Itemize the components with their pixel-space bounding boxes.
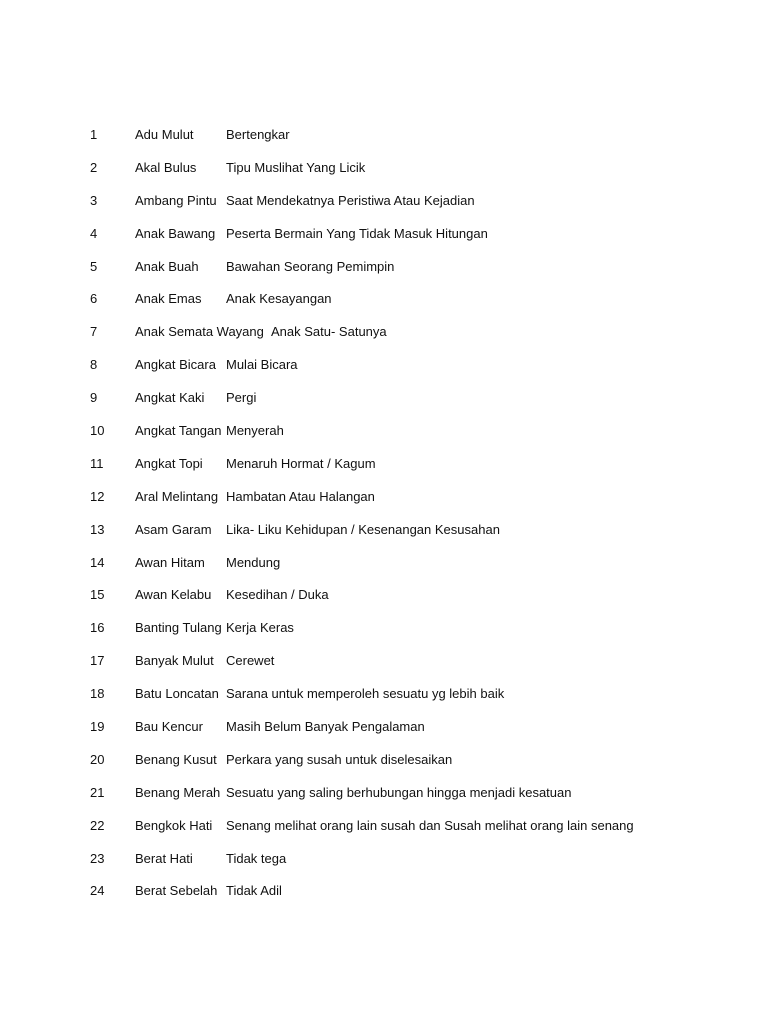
entry-term: Bau Kencur bbox=[135, 719, 203, 735]
entry-term: Banting Tulang bbox=[135, 620, 222, 636]
entry-number: 18 bbox=[90, 686, 105, 702]
entry-number: 23 bbox=[90, 850, 105, 866]
list-item bbox=[0, 782, 768, 815]
entry-number: 8 bbox=[90, 357, 98, 373]
list-item bbox=[0, 321, 768, 354]
entry-meaning: Kesedihan / Duka bbox=[226, 587, 329, 603]
entry-term: Akal Bulus bbox=[135, 159, 197, 175]
entry-number: 14 bbox=[90, 554, 105, 570]
entry-number: 9 bbox=[90, 390, 98, 406]
entry-meaning: Bertengkar bbox=[226, 127, 290, 142]
entry-term: Awan Kelabu bbox=[135, 587, 212, 603]
list-item bbox=[0, 453, 768, 486]
entry-meaning: Anak Satu- Satunya bbox=[271, 324, 387, 340]
entry-term: Adu Mulut bbox=[135, 127, 194, 142]
entry-meaning: Kerja Keras bbox=[226, 620, 294, 636]
entry-term: Berat Hati bbox=[135, 850, 193, 866]
entry-term: Banyak Mulut bbox=[135, 653, 214, 669]
entry-number: 1 bbox=[90, 127, 98, 142]
entry-meaning: Peserta Bermain Yang Tidak Masuk Hitungan bbox=[226, 225, 488, 241]
list-item bbox=[0, 650, 768, 683]
entry-term: Awan Hitam bbox=[135, 554, 205, 570]
entry-meaning: Menaruh Hormat / Kagum bbox=[226, 455, 376, 471]
entry-meaning: Sesuatu yang saling berhubungan hingga menjadi kesatuan bbox=[226, 784, 572, 800]
list-item bbox=[0, 223, 768, 256]
entry-term: Ambang Pintu bbox=[135, 192, 217, 208]
entry-term: Berat Sebelah bbox=[135, 883, 218, 899]
entry-term: Asam Garam bbox=[135, 521, 212, 537]
entry-term: Anak Semata Wayang bbox=[135, 324, 264, 340]
list-item bbox=[0, 552, 768, 585]
entry-term: Aral Melintang bbox=[135, 488, 219, 504]
entry-number: 17 bbox=[90, 653, 105, 669]
list-item bbox=[0, 584, 768, 617]
entry-term: Anak Emas bbox=[135, 291, 202, 307]
entry-number: 6 bbox=[90, 291, 98, 307]
list-item bbox=[0, 354, 768, 387]
entry-term: Angkat Topi bbox=[135, 455, 203, 471]
entry-meaning: Senang melihat orang lain susah dan Susah melihat orang lain senang bbox=[226, 817, 634, 833]
list-item bbox=[0, 683, 768, 716]
entry-term: Angkat Kaki bbox=[135, 390, 205, 406]
entry-meaning: Anak Kesayangan bbox=[226, 291, 332, 307]
entry-term: Benang Kusut bbox=[135, 751, 217, 767]
entry-meaning: Masih Belum Banyak Pengalaman bbox=[226, 719, 425, 735]
idiom-list bbox=[0, 124, 768, 913]
entry-meaning: Tipu Muslihat Yang Licik bbox=[226, 159, 366, 175]
entry-number: 7 bbox=[90, 324, 98, 340]
entry-term: Batu Loncatan bbox=[135, 686, 219, 702]
entry-number: 3 bbox=[90, 192, 98, 208]
list-item bbox=[0, 288, 768, 321]
entry-number: 16 bbox=[90, 620, 105, 636]
entry-term: Angkat Tangan bbox=[135, 423, 222, 439]
entry-number: 20 bbox=[90, 751, 105, 767]
entry-term: Anak Bawang bbox=[135, 225, 216, 241]
entry-number: 21 bbox=[90, 784, 105, 800]
list-item bbox=[0, 486, 768, 519]
entry-meaning: Tidak Adil bbox=[226, 883, 282, 899]
list-item bbox=[0, 880, 768, 913]
list-item bbox=[0, 815, 768, 848]
entry-term: Bengkok Hati bbox=[135, 817, 213, 833]
entry-meaning: Tidak tega bbox=[226, 850, 287, 866]
entry-meaning: Saat Mendekatnya Peristiwa Atau Kejadian bbox=[226, 192, 475, 208]
entry-number: 19 bbox=[90, 719, 105, 735]
list-item bbox=[0, 848, 768, 881]
list-item bbox=[0, 519, 768, 552]
entry-number: 5 bbox=[90, 258, 98, 274]
list-item bbox=[0, 256, 768, 289]
list-item bbox=[0, 387, 768, 420]
entry-number: 11 bbox=[90, 455, 104, 471]
entry-meaning: Sarana untuk memperoleh sesuatu yg lebih baik bbox=[226, 686, 505, 702]
entry-number: 2 bbox=[90, 159, 98, 175]
list-item bbox=[0, 124, 768, 157]
entry-meaning: Menyerah bbox=[226, 423, 284, 439]
entry-number: 24 bbox=[90, 883, 105, 899]
list-item bbox=[0, 749, 768, 782]
entry-number: 12 bbox=[90, 488, 105, 504]
entry-meaning: Hambatan Atau Halangan bbox=[226, 488, 375, 504]
entry-term: Angkat Bicara bbox=[135, 357, 216, 373]
entry-meaning: Pergi bbox=[226, 390, 257, 406]
list-item bbox=[0, 716, 768, 749]
list-item bbox=[0, 617, 768, 650]
entry-meaning: Perkara yang susah untuk diselesaikan bbox=[226, 751, 453, 767]
entry-meaning: Mulai Bicara bbox=[226, 357, 298, 373]
entry-meaning: Mendung bbox=[226, 554, 281, 570]
entry-meaning: Bawahan Seorang Pemimpin bbox=[226, 258, 395, 274]
entry-term: Anak Buah bbox=[135, 258, 199, 274]
entry-number: 13 bbox=[90, 521, 105, 537]
entry-number: 4 bbox=[90, 225, 98, 241]
list-item bbox=[0, 157, 768, 190]
entry-meaning: Cerewet bbox=[226, 653, 275, 669]
entry-number: 22 bbox=[90, 817, 105, 833]
entry-meaning: Lika- Liku Kehidupan / Kesenangan Kesusahan bbox=[226, 521, 500, 537]
list-item bbox=[0, 190, 768, 223]
entry-term: Benang Merah bbox=[135, 784, 221, 800]
entry-number: 10 bbox=[90, 423, 105, 439]
entry-number: 15 bbox=[90, 587, 105, 603]
list-item bbox=[0, 420, 768, 453]
